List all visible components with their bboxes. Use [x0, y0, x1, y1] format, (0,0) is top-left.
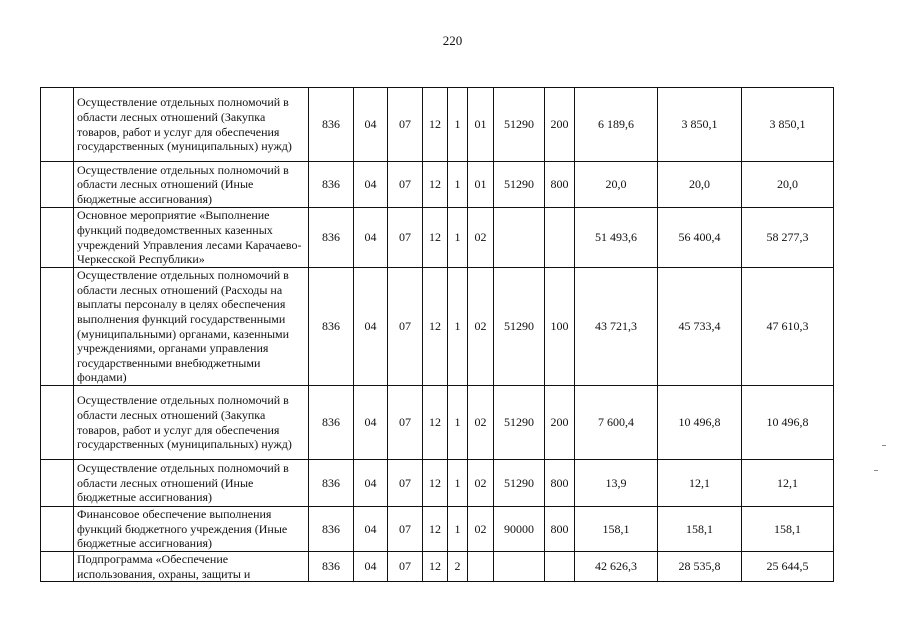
page-number: 220: [442, 33, 463, 48]
subprogram-code: 1: [448, 162, 468, 208]
activity-code: [468, 552, 494, 582]
rz-code: 04: [354, 460, 388, 507]
empty-cell: [41, 507, 74, 552]
direction-code: 90000: [494, 507, 545, 552]
sum-year-3: 25 644,5: [742, 552, 834, 582]
subprogram-code: 1: [448, 208, 468, 268]
table-row: [41, 268, 834, 386]
sum-year-3: 47 610,3: [742, 268, 834, 386]
subprogram-code: 1: [448, 268, 468, 386]
sum-year-1: 43 721,3: [575, 268, 658, 386]
sum-year-1: 13,9: [575, 460, 658, 507]
row-description: Осуществление отдельных полномочий в области лесных отношений (Закупка товаров, работ и услуг для обеспечения государственных (муниципальных) нужд): [74, 88, 309, 162]
program-code: 12: [423, 162, 448, 208]
expense-type-code: 200: [545, 88, 575, 162]
direction-code: 51290: [494, 268, 545, 386]
program-code: 12: [423, 507, 448, 552]
expense-type-code: 800: [545, 460, 575, 507]
sum-year-3: 10 496,8: [742, 386, 834, 460]
subprogram-code: 1: [448, 460, 468, 507]
program-code: 12: [423, 208, 448, 268]
expense-type-code: 800: [545, 507, 575, 552]
expense-type-code: [545, 208, 575, 268]
sum-year-2: 12,1: [658, 460, 742, 507]
pr-code: 07: [388, 386, 423, 460]
row-description: Осуществление отдельных полномочий в области лесных отношений (Иные бюджетные ассигнования): [74, 162, 309, 208]
sum-year-2: 158,1: [658, 507, 742, 552]
expense-type-code: 200: [545, 386, 575, 460]
activity-code: 02: [468, 386, 494, 460]
sum-year-2: 56 400,4: [658, 208, 742, 268]
budget-table: [40, 87, 834, 582]
pr-code: 07: [388, 162, 423, 208]
sum-year-1: 158,1: [575, 507, 658, 552]
row-description: Финансовое обеспечение выполнения функций бюджетного учреждения (Иные бюджетные ассигнования): [74, 507, 309, 552]
sum-year-2: 20,0: [658, 162, 742, 208]
sum-year-1: 51 493,6: [575, 208, 658, 268]
sum-year-3: 58 277,3: [742, 208, 834, 268]
program-code: 12: [423, 460, 448, 507]
activity-code: 02: [468, 460, 494, 507]
empty-cell: [41, 552, 74, 582]
table-row: [41, 88, 834, 162]
empty-cell: [41, 268, 74, 386]
ved-code: 836: [309, 460, 354, 507]
direction-code: 51290: [494, 162, 545, 208]
sum-year-1: 42 626,3: [575, 552, 658, 582]
expense-type-code: 800: [545, 162, 575, 208]
expense-type-code: [545, 552, 575, 582]
sum-year-2: 28 535,8: [658, 552, 742, 582]
activity-code: 01: [468, 88, 494, 162]
table-row: [41, 386, 834, 460]
ved-code: 836: [309, 88, 354, 162]
rz-code: 04: [354, 268, 388, 386]
table-row: [41, 507, 834, 552]
activity-code: 02: [468, 507, 494, 552]
sum-year-1: 20,0: [575, 162, 658, 208]
row-description: Осуществление отдельных полномочий в области лесных отношений (Закупка товаров, работ и услуг для обеспечения государственных (муниципальных) нужд): [74, 386, 309, 460]
program-code: 12: [423, 268, 448, 386]
rz-code: 04: [354, 552, 388, 582]
pr-code: 07: [388, 88, 423, 162]
program-code: 12: [423, 386, 448, 460]
empty-cell: [41, 88, 74, 162]
sum-year-3: 20,0: [742, 162, 834, 208]
ved-code: 836: [309, 386, 354, 460]
activity-code: 01: [468, 162, 494, 208]
sum-year-1: 6 189,6: [575, 88, 658, 162]
sum-year-2: 10 496,8: [658, 386, 742, 460]
sum-year-3: 3 850,1: [742, 88, 834, 162]
rz-code: 04: [354, 507, 388, 552]
sum-year-2: 45 733,4: [658, 268, 742, 386]
direction-code: 51290: [494, 386, 545, 460]
row-description: Осуществление отдельных полномочий в области лесных отношений (Иные бюджетные ассигнования): [74, 460, 309, 507]
subprogram-code: 1: [448, 386, 468, 460]
sum-year-2: 3 850,1: [658, 88, 742, 162]
sum-year-1: 7 600,4: [575, 386, 658, 460]
rz-code: 04: [354, 386, 388, 460]
row-description: Основное мероприятие «Выполнение функций подведомственных казенных учреждений Управления лесами Карачаево-Черкесской Республики»: [74, 208, 309, 268]
scan-speck: [874, 470, 878, 471]
table-row: [41, 208, 834, 268]
empty-cell: [41, 162, 74, 208]
pr-code: 07: [388, 208, 423, 268]
program-code: 12: [423, 88, 448, 162]
empty-cell: [41, 460, 74, 507]
direction-code: [494, 208, 545, 268]
sum-year-3: 158,1: [742, 507, 834, 552]
row-description: Осуществление отдельных полномочий в области лесных отношений (Расходы на выплаты персоналу в целях обеспечения выполнения функций государственными (муниципальными) органами, казенными учреждениями, органами управления государственными внебюджетными фондами): [74, 268, 309, 386]
ved-code: 836: [309, 268, 354, 386]
pr-code: 07: [388, 268, 423, 386]
empty-cell: [41, 208, 74, 268]
direction-code: [494, 552, 545, 582]
rz-code: 04: [354, 88, 388, 162]
activity-code: 02: [468, 268, 494, 386]
rz-code: 04: [354, 162, 388, 208]
empty-cell: [41, 386, 74, 460]
activity-code: 02: [468, 208, 494, 268]
rz-code: 04: [354, 208, 388, 268]
ved-code: 836: [309, 507, 354, 552]
expense-type-code: 100: [545, 268, 575, 386]
scan-speck: [882, 445, 886, 446]
direction-code: 51290: [494, 460, 545, 507]
subprogram-code: 2: [448, 552, 468, 582]
pr-code: 07: [388, 460, 423, 507]
ved-code: 836: [309, 162, 354, 208]
ved-code: 836: [309, 552, 354, 582]
ved-code: 836: [309, 208, 354, 268]
program-code: 12: [423, 552, 448, 582]
subprogram-code: 1: [448, 88, 468, 162]
direction-code: 51290: [494, 88, 545, 162]
table-row: [41, 460, 834, 507]
table-row: [41, 162, 834, 208]
sum-year-3: 12,1: [742, 460, 834, 507]
row-description: Подпрограмма «Обеспечение использования, охраны, защиты и: [74, 552, 309, 582]
pr-code: 07: [388, 552, 423, 582]
pr-code: 07: [388, 507, 423, 552]
subprogram-code: 1: [448, 507, 468, 552]
table-row: [41, 552, 834, 582]
